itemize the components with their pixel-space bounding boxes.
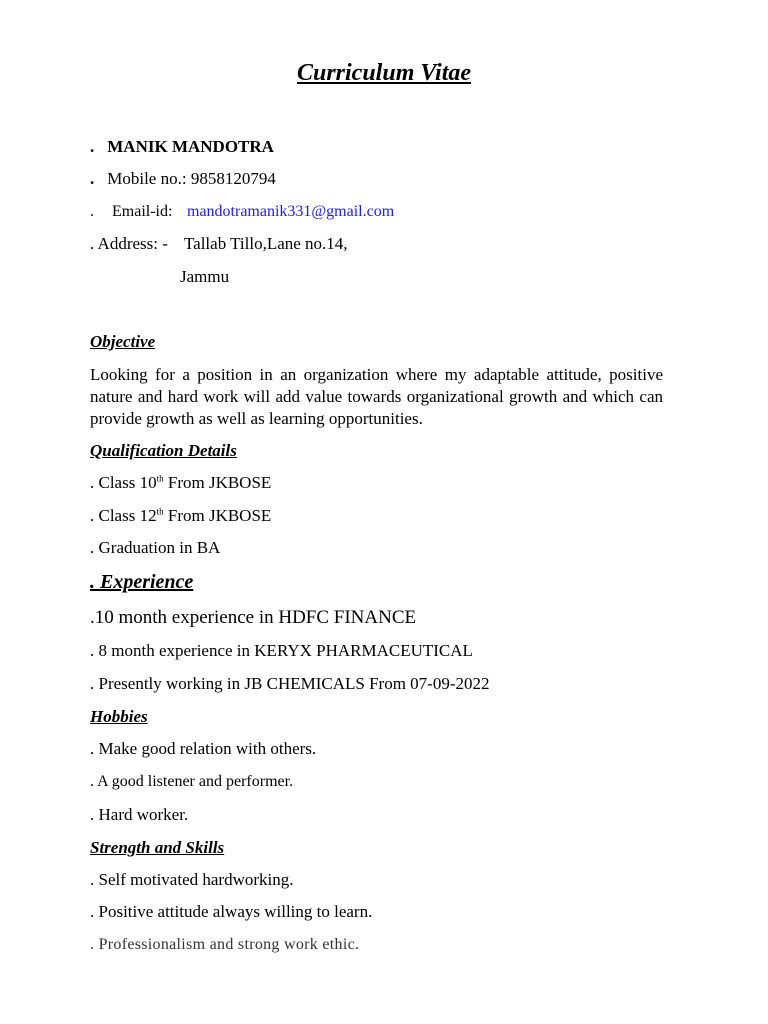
qualification-item: . Graduation in BA [90,538,221,557]
experience-item: . 8 month experience in KERYX PHARMACEUTICAL [90,641,473,660]
objective-heading: Objective [90,332,156,351]
ordinal-suffix: th [156,473,164,484]
experience-heading: . Experience [90,571,194,593]
qualification-class: . Class 10 [90,473,157,492]
skill-item: . Self motivated hardworking. [90,870,294,889]
skill-item: . Professionalism and strong work ethic. [90,936,360,953]
person-name: MANIK MANDOTRA [107,137,274,156]
hobbies-heading: Hobbies [90,707,148,726]
bullet: . [90,137,95,156]
address-line-2: Jammu [180,267,230,286]
mobile-line [90,169,276,189]
bullet: . [90,203,94,220]
name-line [90,137,274,157]
mobile-label: Mobile no.: [107,169,187,188]
skills-heading: Strength and Skills [90,838,225,857]
address-line [90,234,348,254]
qualification-item [90,473,271,493]
qualification-class: . Class 12 [90,506,157,525]
mobile-value: 9858120794 [190,169,276,188]
qualification-board: From JKBOSE [163,506,272,525]
email-label: Email-id: [112,203,173,220]
document-title: Curriculum Vitae [296,60,472,86]
bullet: . [90,169,95,188]
qualification-item [90,506,271,526]
email-line [90,202,394,222]
objective-text: Looking for a position in an organization where my adaptable attitude, positive nature and hard work will add value towards organizational growth and which can provide growth as well as learning opportunities. [90,365,663,428]
hobby-item: . Make good relation with others. [90,739,317,758]
ordinal-suffix: th [156,506,164,517]
hobby-item: . A good listener and performer. [90,773,294,790]
qualification-board: From JKBOSE [163,473,272,492]
hobby-item: . Hard worker. [90,805,189,824]
skill-item: . Positive attitude always willing to learn. [90,902,373,921]
address-line-1: Tallab Tillo,Lane no.14, [183,234,348,253]
experience-item: . Presently working in JB CHEMICALS From 07-09-2022 [90,674,490,693]
address-label: . Address: - [90,234,168,253]
email-link[interactable]: mandotramanik331@gmail.com [187,203,395,220]
qualification-heading: Qualification Details [90,441,237,460]
experience-item: .10 month experience in HDFC FINANCE [90,607,417,628]
